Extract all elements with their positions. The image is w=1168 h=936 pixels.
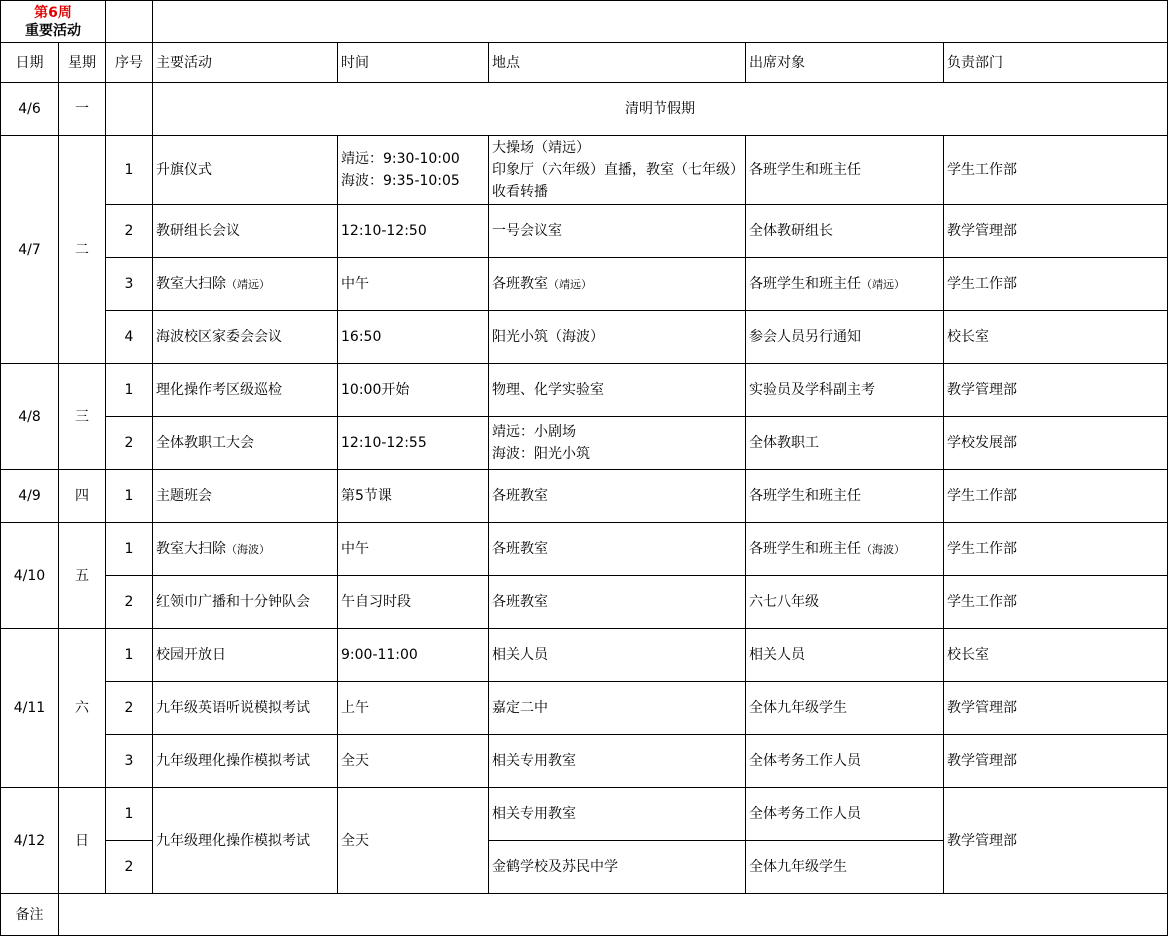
place-text: 阳光小筑（海波） xyxy=(492,329,604,345)
place-cell xyxy=(489,311,746,364)
header-attendees: 出席对象 xyxy=(746,43,944,83)
attendees-text: 全体教研组长 xyxy=(749,223,833,239)
seq-cell: 1 xyxy=(106,470,153,523)
remark-row xyxy=(1,894,1168,936)
place-line: 海波：阳光小筑 xyxy=(492,446,590,462)
time-text: 12:10-12:55 xyxy=(341,435,427,451)
time-line: 靖远：9:30-10:00 xyxy=(341,151,460,167)
week-title-cell xyxy=(1,1,106,43)
blank-cell xyxy=(106,83,153,136)
dept-cell: 学生工作部 xyxy=(944,576,1168,629)
activity-text: 红领巾广播和十分钟队会 xyxy=(156,594,310,610)
place-line: 印象厅（六年级）直播，教室（七年级）收看转播 xyxy=(492,162,737,200)
place-cell xyxy=(489,682,746,735)
dept-cell: 学生工作部 xyxy=(944,470,1168,523)
weekday-cell: 五 xyxy=(59,523,106,629)
place-text: 各班教室 xyxy=(492,275,548,292)
place-cell xyxy=(489,735,746,788)
activity-text: 九年级理化操作模拟考试 xyxy=(156,753,310,769)
attendees-text: 六七八年级 xyxy=(749,594,819,610)
dept-cell: 校长室 xyxy=(944,629,1168,682)
seq-cell: 1 xyxy=(106,136,153,205)
activity-text: 全体教职工大会 xyxy=(156,435,254,451)
time-text: 16:50 xyxy=(341,329,382,345)
dept-cell: 教学管理部 xyxy=(944,682,1168,735)
remark-content xyxy=(59,894,1168,936)
activity-cell xyxy=(153,205,338,258)
activity-cell xyxy=(153,682,338,735)
time-cell xyxy=(338,682,489,735)
remark-label: 备注 xyxy=(1,894,59,936)
place-note: （靖远） xyxy=(548,277,592,291)
date-cell: 4/6 xyxy=(1,83,59,136)
attendees-cell xyxy=(746,136,944,205)
dept-cell: 学生工作部 xyxy=(944,136,1168,205)
time-text: 午自习时段 xyxy=(341,594,411,610)
activity-text: 教研组长会议 xyxy=(156,223,240,239)
header-dept: 负责部门 xyxy=(944,43,1168,83)
table-row xyxy=(1,629,1168,682)
activity-note: （靖远） xyxy=(226,277,270,291)
attendees-cell: 全体考务工作人员 xyxy=(746,788,944,841)
blank-cell xyxy=(106,1,153,43)
dept-cell: 学生工作部 xyxy=(944,258,1168,311)
table-row xyxy=(1,576,1168,629)
activity-cell: 九年级理化操作模拟考试 xyxy=(153,788,338,894)
seq-cell: 1 xyxy=(106,523,153,576)
attendees-cell xyxy=(746,523,944,576)
activity-cell xyxy=(153,470,338,523)
activity-note: （海波） xyxy=(226,542,270,556)
time-cell xyxy=(338,417,489,470)
seq-cell: 3 xyxy=(106,735,153,788)
place-text: 各班教室 xyxy=(492,488,548,504)
blank-cell xyxy=(153,1,1168,43)
place-cell xyxy=(489,417,746,470)
activity-text: 九年级英语听说模拟考试 xyxy=(156,700,310,716)
time-text: 第5节课 xyxy=(341,488,392,504)
header-time: 时间 xyxy=(338,43,489,83)
activity-cell xyxy=(153,735,338,788)
date-cell: 4/7 xyxy=(1,136,59,364)
place-cell xyxy=(489,629,746,682)
table-row xyxy=(1,258,1168,311)
activity-cell xyxy=(153,576,338,629)
attendees-text: 实验员及学科副主考 xyxy=(749,382,875,398)
table-row xyxy=(1,735,1168,788)
attendees-cell xyxy=(746,417,944,470)
seq-cell: 2 xyxy=(106,205,153,258)
weekday-cell: 二 xyxy=(59,136,106,364)
activity-text: 海波校区家委会会议 xyxy=(156,329,282,345)
attendees-text: 参会人员另行通知 xyxy=(749,329,861,345)
activity-cell xyxy=(153,629,338,682)
week-subtitle: 重要活动 xyxy=(25,22,81,39)
weekday-cell: 一 xyxy=(59,83,106,136)
place-text: 相关专用教室 xyxy=(492,753,576,769)
weekday-cell: 日 xyxy=(59,788,106,894)
date-cell: 4/10 xyxy=(1,523,59,629)
place-cell xyxy=(489,576,746,629)
time-text: 上午 xyxy=(341,700,369,716)
place-cell: 金鹤学校及苏民中学 xyxy=(489,841,746,894)
holiday-text: 清明节假期 xyxy=(153,83,1168,136)
dept-cell: 教学管理部 xyxy=(944,205,1168,258)
attendees-cell xyxy=(746,258,944,311)
attendees-cell xyxy=(746,576,944,629)
seq-cell: 2 xyxy=(106,841,153,894)
dept-cell: 教学管理部 xyxy=(944,364,1168,417)
place-line: 靖远：小剧场 xyxy=(492,424,576,440)
activity-text: 主题班会 xyxy=(156,488,212,504)
time-cell xyxy=(338,735,489,788)
attendees-text: 全体考务工作人员 xyxy=(749,753,861,769)
seq-cell: 1 xyxy=(106,629,153,682)
activity-text: 校园开放日 xyxy=(156,647,226,663)
time-cell: 全天 xyxy=(338,788,489,894)
table-row xyxy=(1,682,1168,735)
time-text: 12:10-12:50 xyxy=(341,223,427,239)
place-cell xyxy=(489,205,746,258)
place-line: 大操场（靖远） xyxy=(492,140,590,156)
header-place: 地点 xyxy=(489,43,746,83)
attendees-note: （靖远） xyxy=(861,277,905,291)
dept-cell: 学校发展部 xyxy=(944,417,1168,470)
attendees-text: 各班学生和班主任 xyxy=(749,540,861,557)
time-cell xyxy=(338,311,489,364)
time-text: 全天 xyxy=(341,753,369,769)
weekday-cell: 六 xyxy=(59,629,106,788)
seq-cell: 2 xyxy=(106,417,153,470)
table-row xyxy=(1,523,1168,576)
activity-text: 教室大扫除 xyxy=(156,540,226,557)
dept-cell: 教学管理部 xyxy=(944,735,1168,788)
table-row xyxy=(1,788,1168,841)
header-weekday: 星期 xyxy=(59,43,106,83)
seq-cell: 2 xyxy=(106,682,153,735)
time-cell xyxy=(338,136,489,205)
place-cell xyxy=(489,136,746,205)
place-text: 嘉定二中 xyxy=(492,700,548,716)
attendees-cell xyxy=(746,629,944,682)
weekday-cell: 四 xyxy=(59,470,106,523)
place-cell xyxy=(489,470,746,523)
attendees-text: 全体教职工 xyxy=(749,435,819,451)
attendees-cell xyxy=(746,364,944,417)
week-title: 第6周 xyxy=(34,4,72,21)
weekday-cell: 三 xyxy=(59,364,106,470)
place-cell xyxy=(489,364,746,417)
place-text: 各班教室 xyxy=(492,541,548,557)
dept-cell: 校长室 xyxy=(944,311,1168,364)
attendees-cell xyxy=(746,682,944,735)
time-cell xyxy=(338,258,489,311)
attendees-cell xyxy=(746,311,944,364)
activity-cell xyxy=(153,136,338,205)
time-cell xyxy=(338,576,489,629)
time-text: 9:00-11:00 xyxy=(341,647,418,663)
title-row xyxy=(1,1,1168,43)
time-text: 10:00开始 xyxy=(341,382,410,398)
time-line: 海波：9:35-10:05 xyxy=(341,173,460,189)
header-date: 日期 xyxy=(1,43,59,83)
activity-text: 理化操作考区级巡检 xyxy=(156,382,282,398)
header-row xyxy=(1,43,1168,83)
time-cell xyxy=(338,364,489,417)
attendees-note: （海波） xyxy=(861,542,905,556)
place-cell: 相关专用教室 xyxy=(489,788,746,841)
attendees-text: 相关人员 xyxy=(749,647,805,663)
seq-cell: 3 xyxy=(106,258,153,311)
activity-cell xyxy=(153,258,338,311)
dept-cell: 教学管理部 xyxy=(944,788,1168,894)
activity-text: 教室大扫除 xyxy=(156,275,226,292)
table-row xyxy=(1,136,1168,205)
date-cell: 4/9 xyxy=(1,470,59,523)
place-text: 一号会议室 xyxy=(492,223,562,239)
attendees-cell xyxy=(746,205,944,258)
seq-cell: 2 xyxy=(106,576,153,629)
table-row xyxy=(1,417,1168,470)
attendees-cell xyxy=(746,735,944,788)
header-activity: 主要活动 xyxy=(153,43,338,83)
place-cell xyxy=(489,523,746,576)
date-cell: 4/8 xyxy=(1,364,59,470)
table-row xyxy=(1,364,1168,417)
table-row xyxy=(1,311,1168,364)
place-cell xyxy=(489,258,746,311)
time-cell xyxy=(338,629,489,682)
table-row xyxy=(1,470,1168,523)
activity-cell xyxy=(153,364,338,417)
activity-cell xyxy=(153,523,338,576)
seq-cell: 1 xyxy=(106,364,153,417)
attendees-text: 各班学生和班主任 xyxy=(749,488,861,504)
seq-cell: 4 xyxy=(106,311,153,364)
holiday-row xyxy=(1,83,1168,136)
activity-text: 升旗仪式 xyxy=(156,162,212,178)
place-text: 物理、化学实验室 xyxy=(492,382,604,398)
time-cell xyxy=(338,470,489,523)
dept-cell: 学生工作部 xyxy=(944,523,1168,576)
attendees-text: 全体九年级学生 xyxy=(749,700,847,716)
date-cell: 4/11 xyxy=(1,629,59,788)
table-row xyxy=(1,205,1168,258)
attendees-cell xyxy=(746,470,944,523)
attendees-text: 各班学生和班主任 xyxy=(749,275,861,292)
activity-cell xyxy=(153,311,338,364)
place-text: 相关人员 xyxy=(492,647,548,663)
date-cell: 4/12 xyxy=(1,788,59,894)
time-cell xyxy=(338,523,489,576)
attendees-text: 各班学生和班主任 xyxy=(749,162,861,178)
seq-cell: 1 xyxy=(106,788,153,841)
time-text: 中午 xyxy=(341,541,369,557)
activity-cell xyxy=(153,417,338,470)
time-text: 中午 xyxy=(341,276,369,292)
place-text: 各班教室 xyxy=(492,594,548,610)
header-seq: 序号 xyxy=(106,43,153,83)
attendees-cell: 全体九年级学生 xyxy=(746,841,944,894)
time-cell xyxy=(338,205,489,258)
